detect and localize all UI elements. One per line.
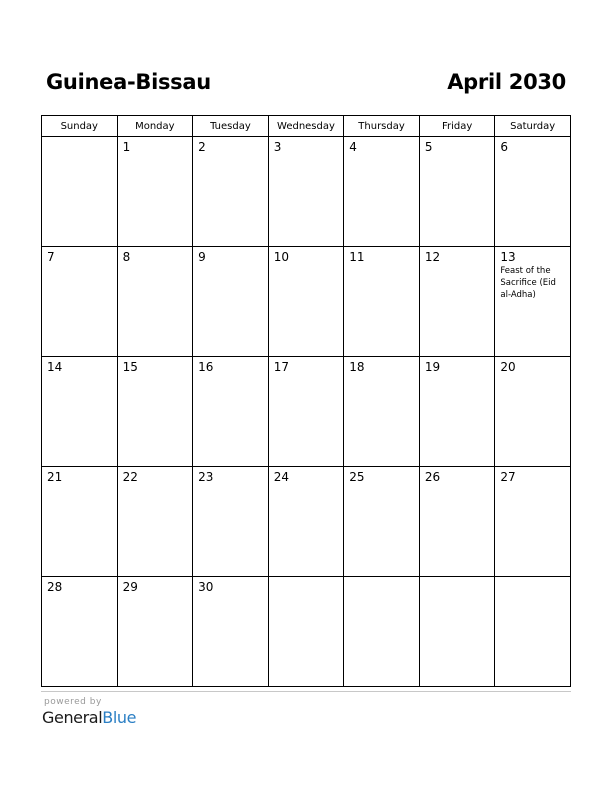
powered-by-label: powered by [44, 697, 102, 707]
day-number: 10 [273, 250, 289, 264]
day-cell [268, 577, 344, 687]
day-number: 27 [500, 470, 516, 484]
day-cell [344, 247, 420, 357]
week-row [42, 247, 571, 357]
day-number: 14 [47, 360, 63, 374]
day-cell [117, 247, 193, 357]
day-number [42, 137, 117, 140]
day-cell [42, 577, 118, 687]
day-number: 4 [349, 140, 357, 154]
brand-part-blue: Blue [102, 708, 137, 727]
day-cell [495, 467, 571, 577]
week-row [42, 467, 571, 577]
weekday-header-row [42, 116, 571, 137]
day-number: 2 [198, 140, 206, 154]
day-number: 28 [47, 580, 63, 594]
day-number: 21 [47, 470, 63, 484]
day-number: 19 [424, 360, 441, 374]
day-number: 22 [122, 470, 138, 484]
day-cell [495, 577, 571, 687]
day-cell [419, 577, 495, 687]
day-number: 15 [122, 360, 138, 374]
day-cell [193, 137, 269, 247]
day-cell [42, 137, 118, 247]
day-number: 24 [273, 470, 289, 484]
day-number: 20 [500, 360, 516, 374]
day-cell [495, 137, 571, 247]
day-cell [419, 247, 495, 357]
day-cell [268, 357, 344, 467]
day-cell [117, 577, 193, 687]
generalblue-logo[interactable] [42, 708, 136, 727]
day-number: 6 [500, 140, 509, 154]
day-number: 12 [424, 250, 441, 264]
month-year-title: April 2030 [447, 70, 566, 94]
day-number [269, 577, 344, 580]
day-number: 11 [349, 250, 365, 264]
day-number: 13 [500, 250, 516, 264]
day-cell [344, 577, 420, 687]
day-cell [419, 467, 495, 577]
day-cell [193, 467, 269, 577]
weekday-header: Tuesday [193, 116, 269, 137]
day-cell [344, 467, 420, 577]
holiday-label: Feast of the Sacrifice (Eid al-Adha) [500, 266, 556, 300]
day-number: 1 [122, 140, 131, 154]
day-number: 17 [273, 360, 289, 374]
brand-part-general: General [42, 708, 103, 727]
day-cell [193, 357, 269, 467]
day-cell [495, 357, 571, 467]
weekday-header: Friday [419, 116, 495, 137]
day-cell [117, 137, 193, 247]
day-number [344, 577, 419, 580]
day-number: 30 [198, 580, 214, 594]
day-number: 26 [424, 470, 441, 484]
day-cell [419, 137, 495, 247]
week-row [42, 137, 571, 247]
day-cell [42, 247, 118, 357]
day-cell [344, 357, 420, 467]
day-number: 18 [349, 360, 365, 374]
day-cell [193, 247, 269, 357]
weekday-header: Wednesday [268, 116, 344, 137]
weekday-header: Monday [117, 116, 193, 137]
day-number: 5 [424, 140, 433, 154]
day-cell [419, 357, 495, 467]
week-row [42, 577, 571, 687]
day-number [420, 577, 495, 580]
day-cell [268, 247, 344, 357]
calendar-grid [41, 115, 571, 687]
day-number: 8 [122, 250, 131, 264]
footer-divider [41, 691, 571, 692]
day-cell [117, 357, 193, 467]
weekday-header: Thursday [344, 116, 420, 137]
day-number: 16 [198, 360, 214, 374]
day-cell-holiday [495, 247, 571, 357]
day-number: 7 [47, 250, 55, 264]
weekday-header: Sunday [42, 116, 118, 137]
week-row [42, 357, 571, 467]
weekday-header: Saturday [495, 116, 571, 137]
day-number: 25 [349, 470, 365, 484]
day-number: 23 [198, 470, 214, 484]
day-number: 29 [122, 580, 138, 594]
day-cell [42, 467, 118, 577]
day-cell [268, 137, 344, 247]
day-cell [42, 357, 118, 467]
day-cell [193, 577, 269, 687]
day-number [495, 577, 570, 580]
day-cell [117, 467, 193, 577]
day-cell [268, 467, 344, 577]
country-title: Guinea-Bissau [46, 70, 211, 94]
day-cell [344, 137, 420, 247]
day-number: 3 [273, 140, 282, 154]
day-number: 9 [198, 250, 206, 264]
